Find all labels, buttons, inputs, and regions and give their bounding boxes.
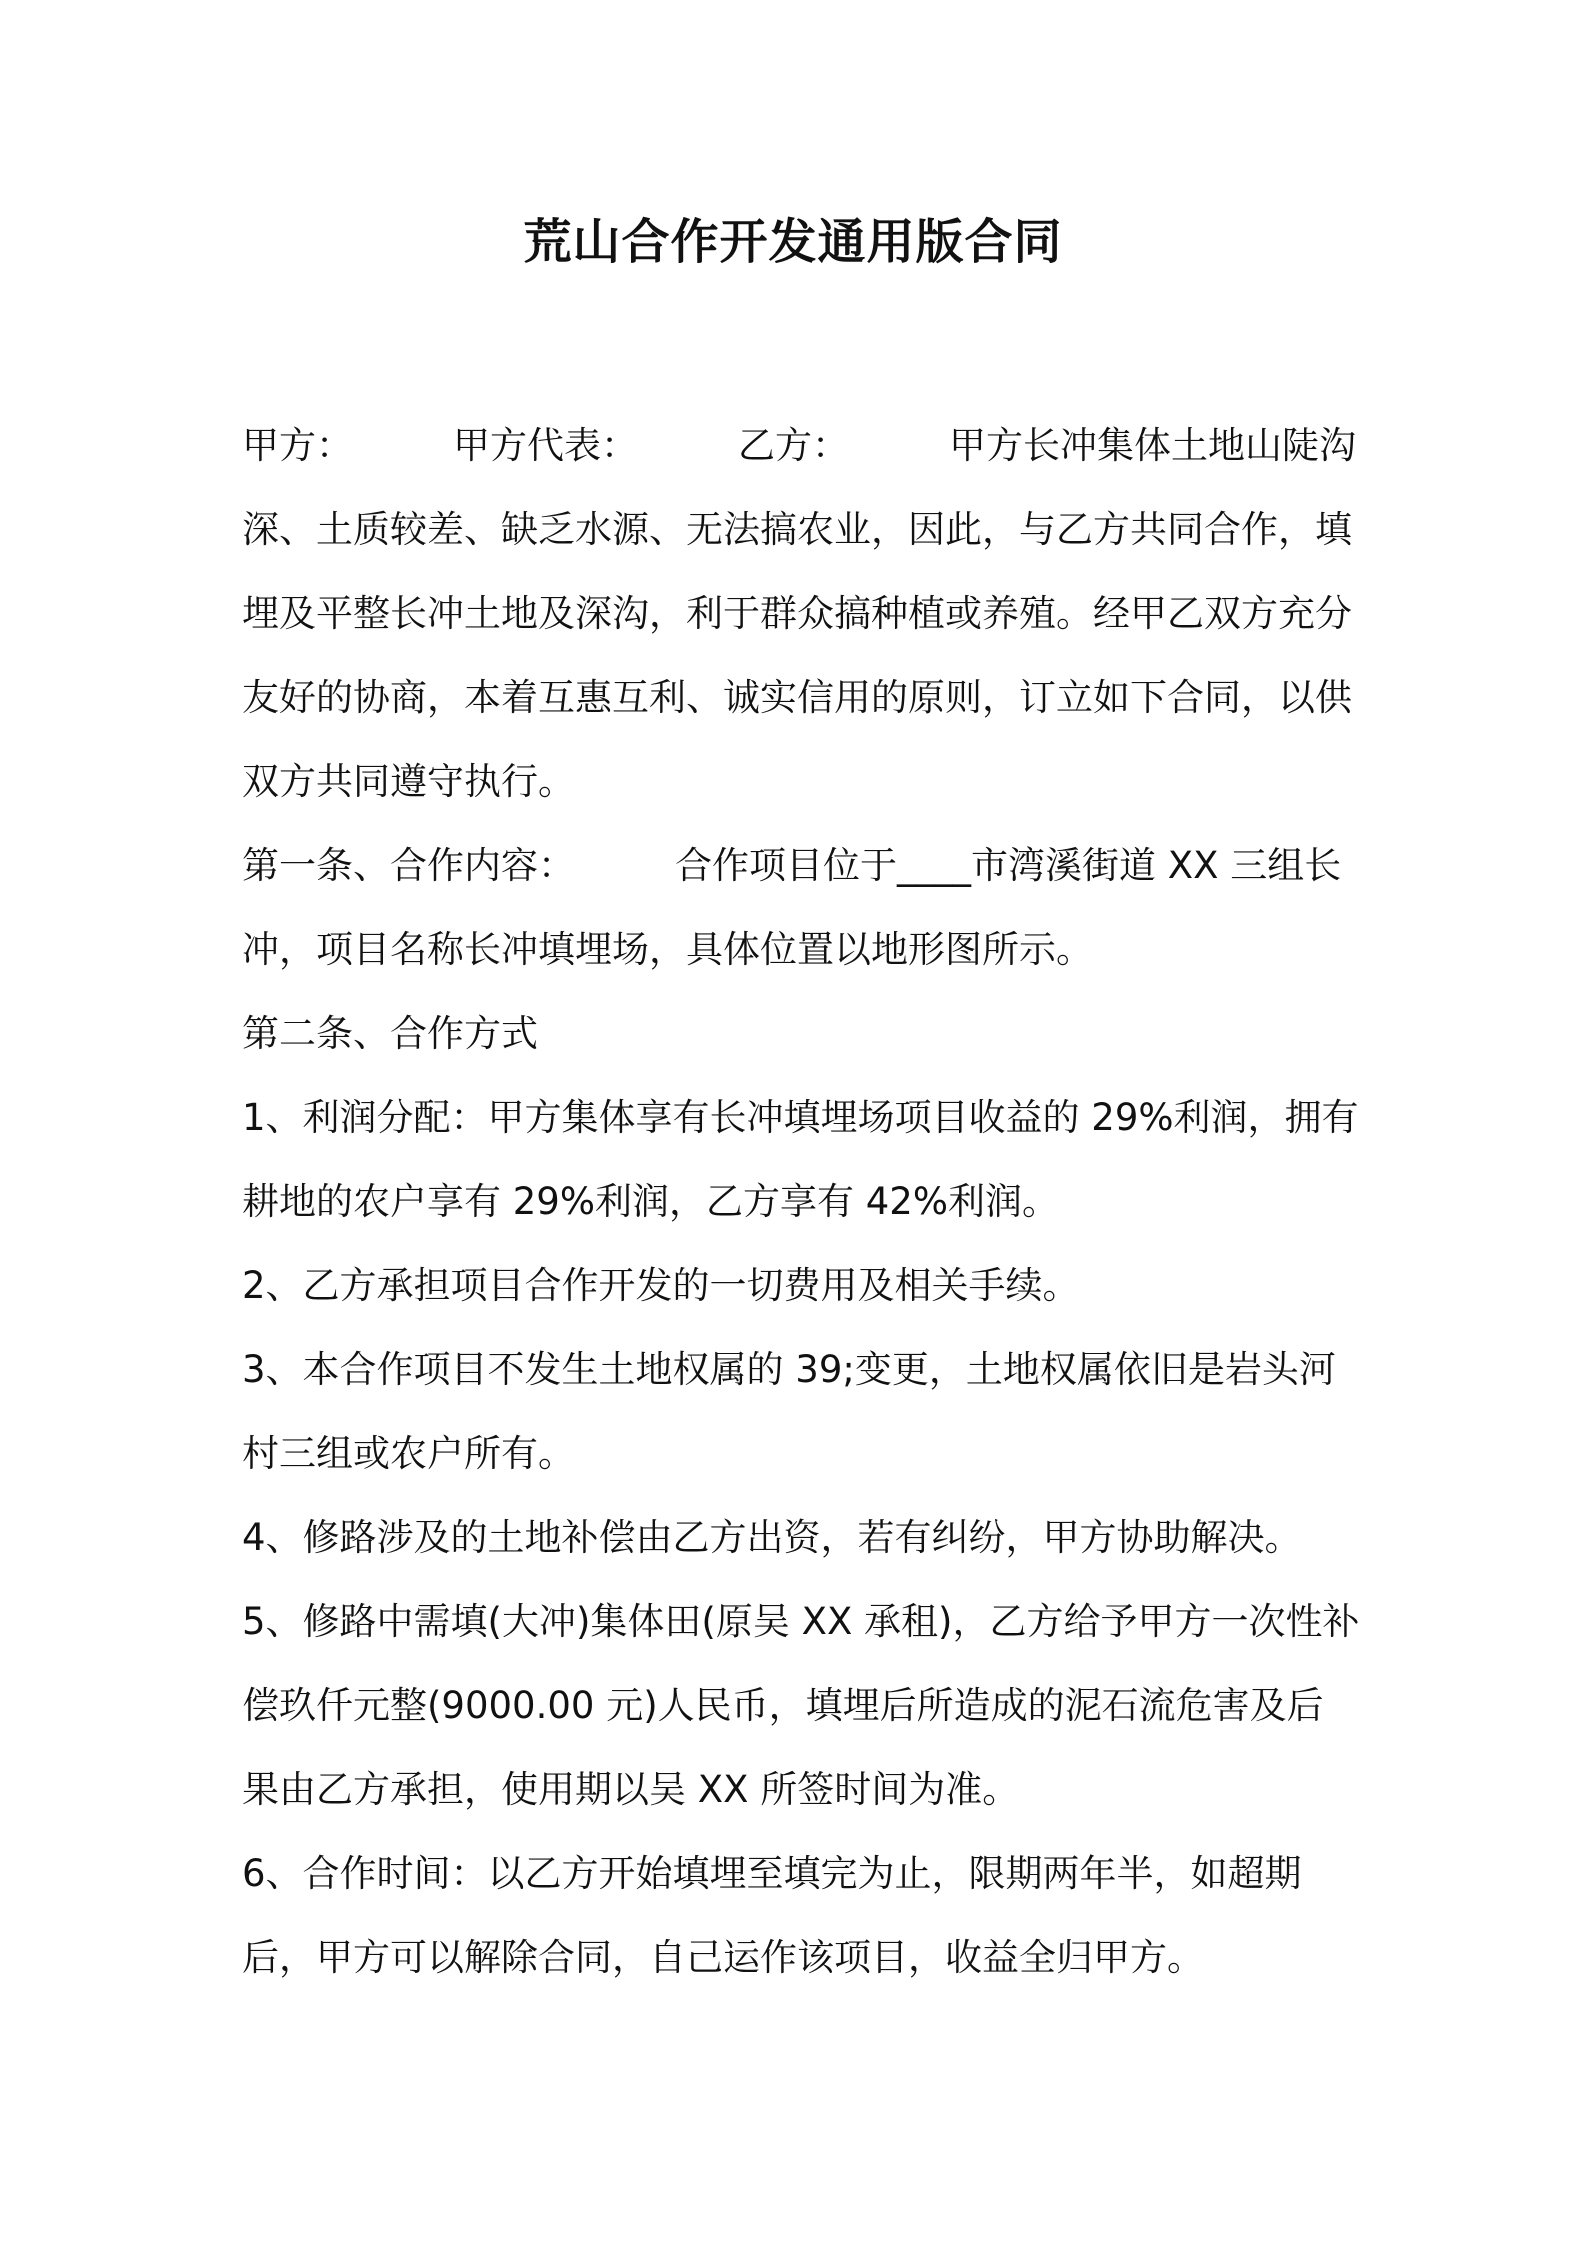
intro-paragraph: 甲方长冲集体土地山陡沟深、土质较差、缺乏水源、无法搞农业，因此，与乙方共同合作，填埋及平整长冲土地及深沟，利于群众搞种植或养殖。经甲乙双方充分友好的协商，本着互惠互利、诚实信用的原则，订立如下合同，以供双方共同遵守执行。 xyxy=(242,424,1356,803)
party-a-rep-label: 甲方代表： xyxy=(453,424,638,467)
document-title: 荒山合作开发通用版合同 xyxy=(523,214,1063,270)
parties-and-intro xyxy=(242,404,1360,824)
document-body xyxy=(242,404,1360,2000)
clause-item: 1、利润分配：甲方集体享有长冲填埋场项目收益的 29%利润，拥有耕地的农户享有 29%利润，乙方享有 42%利润。 xyxy=(242,1096,1359,1223)
clause-item: 4、修路涉及的土地补偿由乙方出资，若有纠纷，甲方协助解决。 xyxy=(242,1516,1302,1559)
article-1-heading: 第一条、合作内容： xyxy=(242,844,575,887)
party-b-label: 乙方： xyxy=(738,424,849,467)
article-2-heading: 第二条、合作方式 xyxy=(242,1012,538,1055)
party-a-label: 甲方： xyxy=(242,424,353,467)
article-1 xyxy=(242,824,1360,992)
clause-item: 3、本合作项目不发生土地权属的 39;变更，土地权属依旧是岩头河村三组或农户所有。 xyxy=(242,1348,1336,1475)
article-1-text: 合作项目位于____市湾溪街道 XX 三组长冲，项目名称长冲填埋场，具体位置以地形图所示。 xyxy=(242,844,1342,971)
clause-item: 6、合作时间：以乙方开始填埋至填完为止，限期两年半，如超期后，甲方可以解除合同，自己运作该项目，收益全归甲方。 xyxy=(242,1852,1302,1979)
clause-item: 5、修路中需填(大冲)集体田(原吴 XX 承租)，乙方给予甲方一次性补偿玖仟元整(9000.00 元)人民币，填埋后所造成的泥石流危害及后果由乙方承担，使用期以吴 XX 所签时间为准。 xyxy=(242,1600,1360,1811)
clause-item: 2、乙方承担项目合作开发的一切费用及相关手续。 xyxy=(242,1264,1080,1307)
